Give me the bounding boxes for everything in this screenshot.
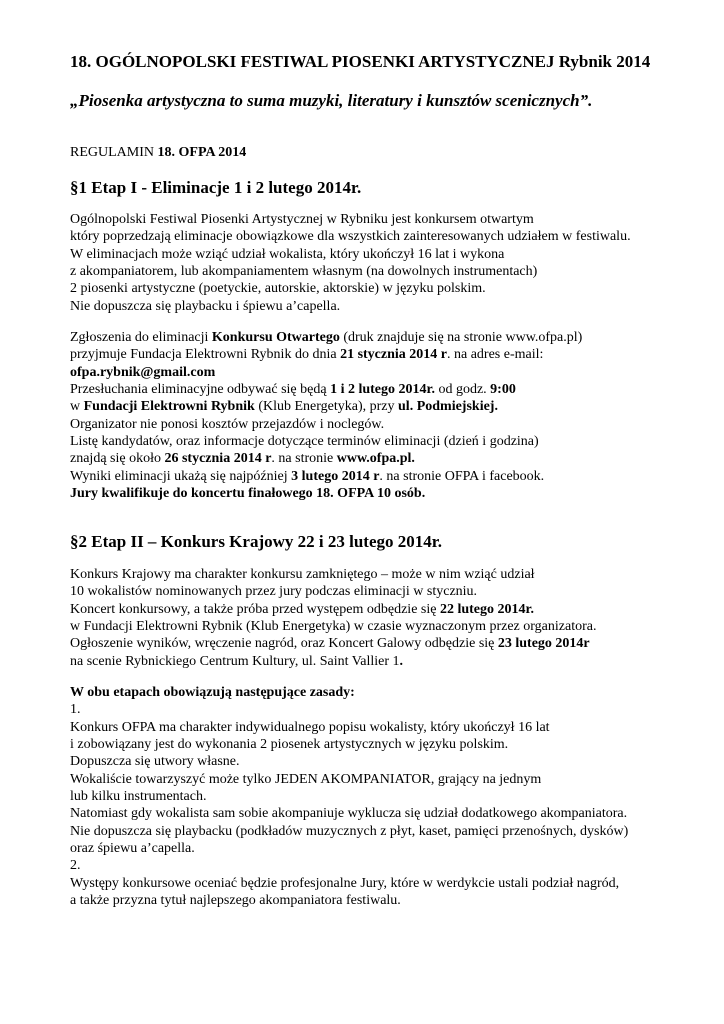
text-run: Ogłoszenie wyników, wręczenie nagród, oraz Koncert Galowy odbędzie się <box>70 636 498 652</box>
text-line: w Fundacji Elektrowni Rybnik (Klub Energetyka) w czasie wyznaczonym przez organizatora. <box>70 619 597 635</box>
section1-intro <box>70 211 710 315</box>
venue-street: ul. Podmiejskiej. <box>398 399 498 415</box>
text-line: Wokaliście towarzyszyć może tylko JEDEN AKOMPANIATOR, grający na jednym <box>70 771 542 787</box>
text-run: (Klub Energetyka), przy <box>254 399 399 415</box>
text-line: Ogólnopolski Festiwal Piosenki Artystycznej w Rybniku jest konkursem otwartym <box>70 212 534 227</box>
contest-date: 22 lutego 2014r. <box>439 601 534 617</box>
text-line: a także przyzna tytuł najlepszego akompaniatora festiwalu. <box>70 893 401 909</box>
text-line: Występy konkursowe oceniać będzie profesjonalne Jury, które w werdykcie ustali podział nagród, <box>70 875 620 891</box>
text-run: (druk znajduje się na stronie www.ofpa.pl) <box>339 330 583 345</box>
text-line: Organizator nie ponosi kosztów przejazdów i noclegów. <box>70 416 385 432</box>
text-line <box>70 364 710 381</box>
jury-qualification: Jury kwalifikuje do koncertu finałowego 18. OFPA 10 osób. <box>70 486 426 502</box>
text-line: Natomiast gdy wokalista sam sobie akompaniuje wyklucza się udział dodatkowego akompaniatora. <box>70 806 628 822</box>
text-line: Nie dopuszcza się playbacku i śpiewu a’capella. <box>70 298 341 314</box>
text-line: Listę kandydatów, oraz informacje dotyczące terminów eliminacji (dzień i godzina) <box>70 434 539 450</box>
candidate-list-date: 26 stycznia 2014 r <box>164 451 272 467</box>
text-run: . <box>399 653 404 669</box>
section1-heading: §1 Etap I - Eliminacje 1 i 2 lutego 2014r. <box>70 178 362 197</box>
text-line: W eliminacjach może wziąć udział wokalista, który ukończył 16 lat i wykona <box>70 246 505 262</box>
text-run: w <box>70 399 84 415</box>
text-line <box>70 381 710 398</box>
text-run: . na stronie <box>271 451 337 467</box>
text-run: Wyniki eliminacji ukażą się najpóźniej <box>70 468 292 484</box>
audition-time: 9:00 <box>490 382 516 398</box>
rules-section <box>70 684 710 909</box>
results-date: 3 lutego 2014 r <box>291 468 380 484</box>
rule-number: 1. <box>70 702 81 718</box>
text-line <box>70 485 710 502</box>
text-line <box>70 684 710 701</box>
text-run: od godz. <box>434 382 491 398</box>
text-line <box>70 468 710 485</box>
text-line <box>70 601 710 618</box>
text-line: z akompaniatorem, lub akompaniamentem własnym (na dowolnych instrumentach) <box>70 264 538 280</box>
text-line <box>70 635 710 652</box>
regulamin-edition: 18. OFPA 2014 <box>157 145 247 160</box>
text-run: Przesłuchania eliminacyjne odbywać się będą <box>70 382 331 398</box>
text-line: oraz śpiewu a’capella. <box>70 841 195 857</box>
text-line <box>70 329 710 346</box>
rules-heading: W obu etapach obowiązują następujące zasady: <box>70 685 355 700</box>
text-line: 10 wokalistów nominowanych przez jury podczas eliminacji w styczniu. <box>70 584 478 600</box>
text-line <box>70 450 710 467</box>
text-line <box>70 653 710 670</box>
text-line <box>70 346 710 363</box>
regulamin-label: REGULAMIN <box>70 145 158 160</box>
text-line: Konkurs Krajowy ma charakter konkursu zamkniętego – może w nim wziąć udział <box>70 567 535 582</box>
text-run: . na adres e-mail: <box>447 347 544 363</box>
section2-body <box>70 566 710 670</box>
text-line: i zobowiązany jest do wykonania 2 piosenek artystycznych w języku polskim. <box>70 737 509 753</box>
gala-date: 23 lutego 2014r <box>497 636 590 652</box>
text-line: lub kilku instrumentach. <box>70 789 207 805</box>
text-line: 2 piosenki artystyczne (poetyckie, autorskie, aktorskie) w języku polskim. <box>70 281 486 297</box>
text-run: znajdą się około <box>70 451 165 467</box>
venue-name: Fundacji Elektrowni Rybnik <box>83 399 255 415</box>
section1-details <box>70 329 710 502</box>
open-contest-label: Konkursu Otwartego <box>211 330 340 345</box>
text-run: . na stronie OFPA i facebook. <box>379 468 545 484</box>
rule-number: 2. <box>70 858 81 874</box>
application-deadline: 21 stycznia 2014 r <box>340 347 447 363</box>
festival-motto: „Piosenka artystyczna to suma muzyki, literatury i kunsztów scenicznych”. <box>70 91 593 110</box>
contact-email: ofpa.rybnik@gmail.com <box>70 364 216 380</box>
text-run: na scenie Rybnickiego Centrum Kultury, ul. Saint Vallier 1 <box>70 653 400 669</box>
text-line: Konkurs OFPA ma charakter indywidualnego popisu wokalisty, który ukończył 16 lat <box>70 719 550 735</box>
text-run: Zgłoszenia do eliminacji <box>70 330 212 345</box>
website-link: www.ofpa.pl. <box>336 451 415 467</box>
text-run: przyjmuje Fundacja Elektrowni Rybnik do dnia <box>70 347 341 363</box>
section2-heading: §2 Etap II – Konkurs Krajowy 22 i 23 lutego 2014r. <box>70 532 442 551</box>
audition-dates: 1 i 2 lutego 2014r. <box>330 382 435 398</box>
text-run: Koncert konkursowy, a także próba przed występem odbędzie się <box>70 601 440 617</box>
text-line <box>70 398 710 415</box>
document-title: 18. OGÓLNOPOLSKI FESTIWAL PIOSENKI ARTYSTYCZNEJ Rybnik 2014 <box>70 52 651 71</box>
text-line: Nie dopuszcza się playbacku (podkładów muzycznych z płyt, kaset, pamięci przenośnych, dysków) <box>70 823 629 839</box>
text-line: Dopuszcza się utwory własne. <box>70 754 240 770</box>
text-line: który poprzedzają eliminacje obowiązkowe dla wszystkich zainteresowanych udziałem w festiwalu. <box>70 229 631 245</box>
regulamin-line <box>70 145 246 161</box>
